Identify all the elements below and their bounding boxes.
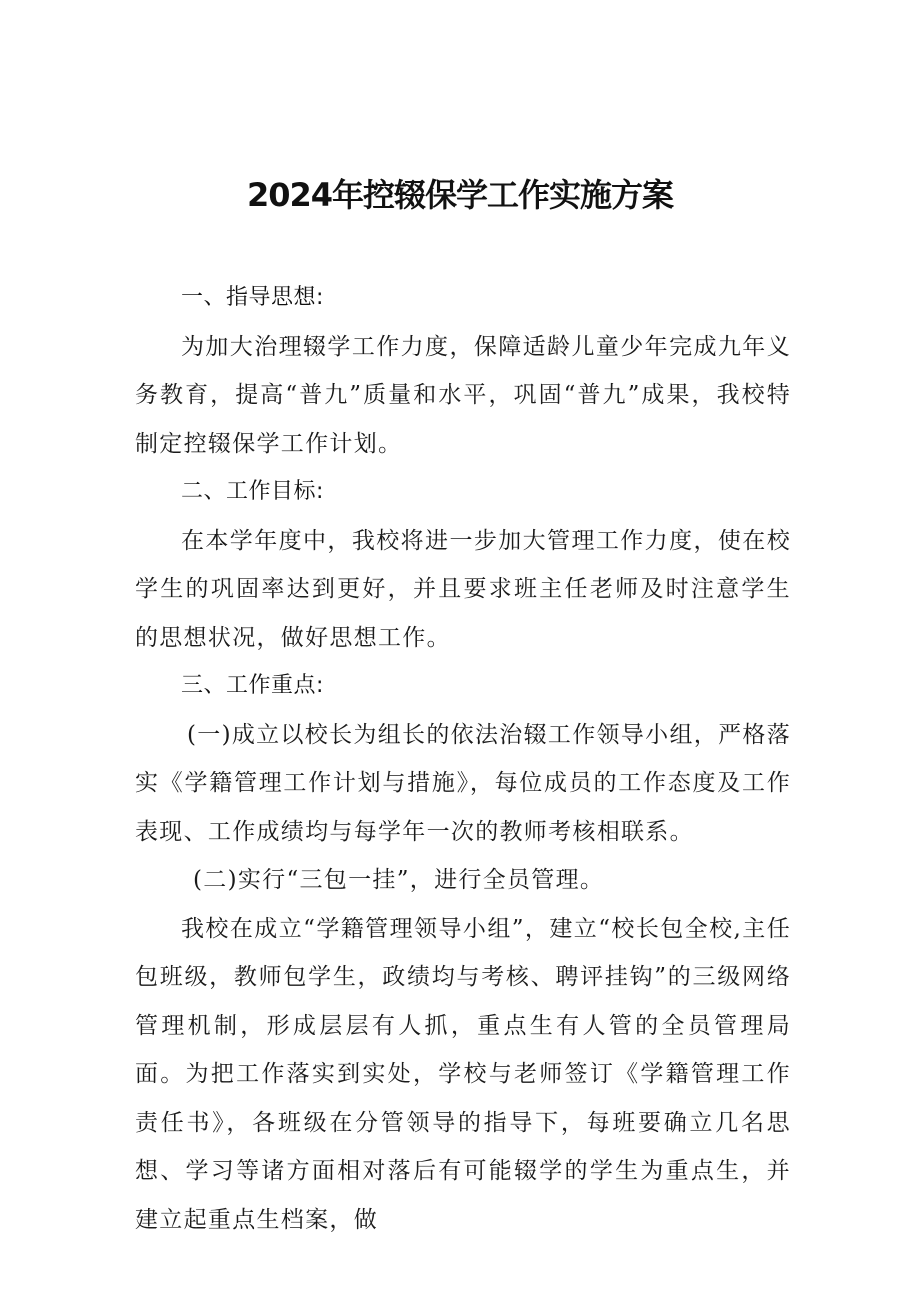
paragraph: 在本学年度中，我校将进一步加大管理工作力度，使在校学生的巩固率达到更好，并且要求班主任老师及时注意学生的思想状况，做好思想工作。	[135, 527, 791, 651]
paragraph: (一)成立以校长为组长的依法治辍工作领导小组，严格落实《学籍管理工作计划与措施》，每位成员的工作态度及工作表现、工作成绩均与每学年一次的教师考核相联系。	[135, 721, 791, 845]
paragraph: 我校在成立“学籍管理领导小组”，建立“校长包全校,主任包班级，教师包学生，政绩均与考核、聘评挂钩”的三级网络管理机制，形成层层有人抓，重点生有人管的全员管理局面。为把工作落实到实处，学校与老师签订《学籍管理工作责任书》，各班级在分管领导的指导下，每班要确立几名思想、学习等诸方面相对落后有可能辍学的学生为重点生，并建立起重点生档案，做	[135, 915, 791, 1233]
section-heading-work-focus: 三、工作重点:	[181, 673, 324, 698]
paragraph: (二)实行“三包一挂”，进行全员管理。	[193, 867, 605, 893]
section-heading-work-goals: 二、工作目标:	[181, 479, 324, 504]
document-body	[135, 274, 791, 1244]
document-title: 2024年控辍保学工作实施方案	[246, 176, 674, 214]
section-heading-guiding-ideology: 一、指导思想:	[181, 285, 324, 310]
paragraph: 为加大治理辍学工作力度，保障适龄儿童少年完成九年义务教育，提高“普九”质量和水平，巩固“普九”成果，我校特制定控辍保学工作计划。	[135, 333, 791, 457]
